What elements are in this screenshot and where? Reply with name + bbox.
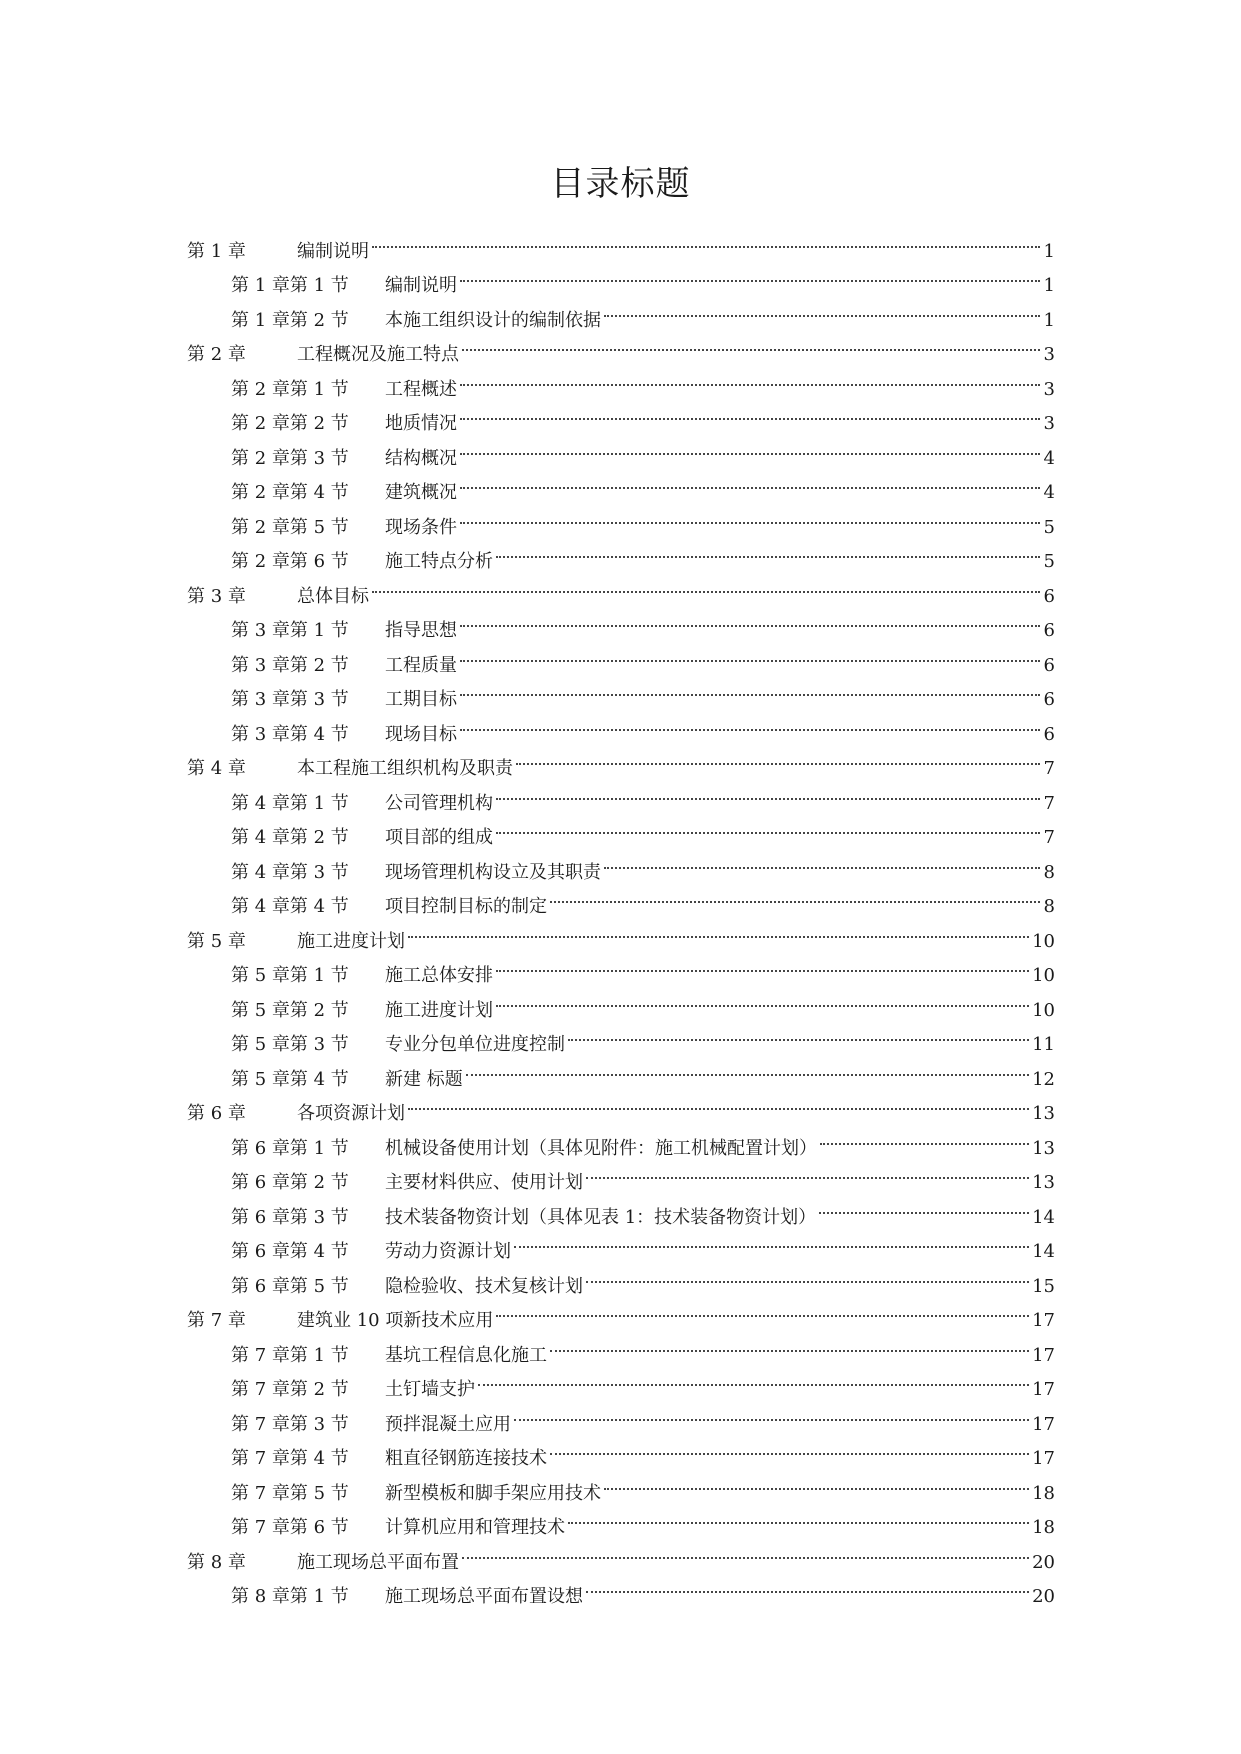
toc-dot-leader (460, 360, 1040, 395)
toc-entry-number: 第 2 章第 5 节 (231, 516, 349, 538)
toc-page-number: 6 (1043, 723, 1055, 745)
toc-entry-number: 第 8 章 (187, 1551, 246, 1573)
toc-entry-number: 第 2 章第 4 节 (231, 482, 349, 503)
toc-dot-leader (496, 533, 1040, 568)
toc-entry-title: 项目控制目标的制定 (385, 896, 547, 917)
toc-entry-title: 现场条件 (385, 516, 457, 538)
toc-page-number: 1 (1043, 240, 1055, 262)
toc-entry-number: 第 2 章第 6 节 (231, 551, 349, 572)
toc-entry-number: 第 4 章第 2 节 (231, 827, 349, 848)
toc-page-number: 10 (1032, 930, 1055, 952)
toc-dot-leader (604, 843, 1040, 878)
toc-page-number: 10 (1032, 999, 1055, 1021)
toc-chapter-entry[interactable] (187, 222, 1055, 262)
toc-entry-title: 结构概况 (385, 447, 457, 469)
toc-entry-title: 隐检验收、技术复核计划 (385, 1275, 583, 1297)
toc-entry-title: 指导思想 (385, 620, 457, 641)
toc-dot-leader (460, 395, 1040, 430)
toc-entry-number: 第 5 章第 1 节 (231, 965, 349, 986)
toc-dot-leader (496, 947, 1029, 982)
toc-entry-title: 基坑工程信息化施工 (385, 1344, 547, 1366)
toc-entry-title: 土钉墙支护 (385, 1379, 475, 1400)
toc-dot-leader (819, 1188, 1029, 1223)
toc-entry-title: 现场管理机构设立及其职责 (385, 861, 601, 883)
toc-entry-title: 工程概述 (385, 378, 457, 400)
toc-page-number: 1 (1043, 309, 1055, 331)
toc-entry-number: 第 7 章第 4 节 (231, 1448, 349, 1469)
toc-dot-leader (372, 567, 1040, 602)
toc-page-number: 3 (1043, 413, 1055, 434)
toc-dot-leader (820, 1119, 1029, 1154)
toc-dot-leader (462, 326, 1040, 361)
toc-dot-leader (496, 1292, 1029, 1327)
toc-entry-number: 第 2 章第 1 节 (231, 378, 349, 400)
toc-page-number: 13 (1032, 1103, 1055, 1124)
toc-entry-number: 第 4 章第 4 节 (231, 896, 349, 917)
toc-entry-title: 工期目标 (385, 689, 457, 710)
toc-entry-title: 工程概况及施工特点 (297, 344, 459, 365)
toc-entry-number: 第 1 章第 1 节 (231, 275, 349, 296)
toc-page-number: 17 (1032, 1413, 1055, 1435)
toc-entry-title: 机械设备使用计划（具体见附件：施工机械配置计划） (385, 1137, 817, 1159)
toc-entry-title: 项目部的组成 (385, 827, 493, 848)
toc-dot-leader (460, 671, 1040, 706)
toc-dot-leader (496, 981, 1029, 1016)
toc-page-number: 6 (1043, 654, 1055, 676)
toc-page-number: 10 (1032, 965, 1055, 986)
toc-dot-leader (586, 1257, 1029, 1292)
toc-entry-title: 施工进度计划 (385, 999, 493, 1021)
toc-entry-title: 计算机应用和管理技术 (385, 1517, 565, 1538)
toc-entry-number: 第 6 章第 2 节 (231, 1172, 349, 1193)
toc-entry-number: 第 5 章第 2 节 (231, 999, 349, 1021)
toc-entry-title: 地质情况 (385, 413, 457, 434)
toc-entry-number: 第 6 章第 3 节 (231, 1206, 349, 1228)
toc-entry-number: 第 7 章第 5 节 (231, 1482, 349, 1504)
toc-entry-number: 第 8 章第 1 节 (231, 1586, 349, 1607)
toc-entry-number: 第 1 章第 2 节 (231, 309, 349, 331)
toc-page-number: 7 (1043, 827, 1055, 848)
toc-dot-leader (550, 1430, 1029, 1465)
toc-page-number: 8 (1043, 896, 1055, 917)
toc-entry-title: 施工总体安排 (385, 965, 493, 986)
toc-page-number: 3 (1043, 378, 1055, 400)
toc-dot-leader (514, 1223, 1029, 1258)
toc-entry-number: 第 7 章第 3 节 (231, 1413, 349, 1435)
toc-dot-leader (604, 291, 1040, 326)
toc-page-number: 17 (1032, 1344, 1055, 1366)
toc-dot-leader (408, 912, 1029, 947)
toc-entry-number: 第 6 章第 1 节 (231, 1137, 349, 1159)
toc-page-number: 14 (1032, 1206, 1055, 1228)
toc-entry-title: 施工现场总平面布置 (297, 1551, 459, 1573)
toc-dot-leader (586, 1568, 1029, 1603)
toc-entry-number: 第 4 章第 3 节 (231, 861, 349, 883)
toc-entry-number: 第 4 章第 1 节 (231, 792, 349, 814)
toc-page-number: 7 (1043, 792, 1055, 814)
toc-dot-leader (460, 602, 1040, 637)
toc-dot-leader (460, 429, 1040, 464)
toc-page-number: 5 (1043, 551, 1055, 572)
toc-entry-title: 总体目标 (297, 585, 369, 607)
toc-dot-leader (514, 1395, 1029, 1430)
toc-entry-number: 第 6 章 (187, 1103, 246, 1124)
toc-entry-title: 施工现场总平面布置设想 (385, 1586, 583, 1607)
toc-page-number: 13 (1032, 1137, 1055, 1159)
toc-page-number: 6 (1043, 689, 1055, 710)
page-title: 目录标题 (550, 164, 691, 204)
toc-entry-number: 第 1 章 (187, 240, 246, 262)
toc-entry-number: 第 3 章第 4 节 (231, 723, 349, 745)
toc-page-number: 20 (1032, 1586, 1055, 1607)
toc-entry-title: 各项资源计划 (297, 1103, 405, 1124)
toc-dot-leader (568, 1016, 1029, 1051)
toc-dot-leader (460, 464, 1040, 499)
toc-dot-leader (460, 257, 1040, 292)
toc-dot-leader (478, 1361, 1029, 1396)
toc-page-number: 5 (1043, 516, 1055, 538)
toc-page-number: 18 (1032, 1482, 1055, 1504)
toc-page-number: 7 (1043, 758, 1055, 779)
toc-entry-title: 劳动力资源计划 (385, 1241, 511, 1262)
toc-entry-title: 公司管理机构 (385, 792, 493, 814)
toc-page-number: 4 (1043, 482, 1055, 503)
toc-dot-leader (496, 774, 1040, 809)
toc-entry-number: 第 3 章第 1 节 (231, 620, 349, 641)
toc-page-number: 18 (1032, 1517, 1055, 1538)
toc-entry-number: 第 4 章 (187, 758, 246, 779)
toc-entry-number: 第 5 章 (187, 930, 246, 952)
toc-page-number: 8 (1043, 861, 1055, 883)
toc-entry-number: 第 2 章 (187, 344, 246, 365)
toc-entry-title: 粗直径钢筋连接技术 (385, 1448, 547, 1469)
toc-dot-leader (604, 1464, 1029, 1499)
toc-entry-title: 施工进度计划 (297, 930, 405, 952)
toc-dot-leader (466, 1050, 1029, 1085)
toc-entry-number: 第 5 章第 4 节 (231, 1068, 349, 1090)
toc-page-number: 20 (1032, 1551, 1055, 1573)
toc-page-number: 15 (1032, 1275, 1055, 1297)
toc-entry-title: 本施工组织设计的编制依据 (385, 309, 601, 331)
toc-entry-number: 第 5 章第 3 节 (231, 1034, 349, 1055)
toc-entry-number: 第 3 章第 3 节 (231, 689, 349, 710)
toc-page-number: 12 (1032, 1068, 1055, 1090)
toc-page-number: 13 (1032, 1172, 1055, 1193)
toc-page-number: 6 (1043, 585, 1055, 607)
toc-page-number: 11 (1032, 1034, 1055, 1055)
toc-entry-number: 第 7 章第 6 节 (231, 1517, 349, 1538)
toc-entry-number: 第 2 章第 2 节 (231, 413, 349, 434)
toc-dot-leader (460, 705, 1040, 740)
toc-dot-leader (586, 1154, 1029, 1189)
toc-entry-title: 新型模板和脚手架应用技术 (385, 1482, 601, 1504)
table-of-contents (187, 222, 1055, 1607)
toc-entry-number: 第 6 章第 5 节 (231, 1275, 349, 1297)
toc-entry-number: 第 3 章第 2 节 (231, 654, 349, 676)
toc-page-number: 6 (1043, 620, 1055, 641)
toc-entry-title: 建筑业 10 项新技术应用 (297, 1310, 494, 1331)
toc-dot-leader (496, 809, 1040, 844)
toc-page-number: 3 (1043, 344, 1055, 365)
toc-entry-number: 第 3 章 (187, 585, 246, 607)
toc-dot-leader (462, 1533, 1029, 1568)
toc-entry-title: 现场目标 (385, 723, 457, 745)
toc-entry-title: 工程质量 (385, 654, 457, 676)
toc-entry-title: 本工程施工组织机构及职责 (297, 758, 513, 779)
toc-entry-number: 第 7 章 (187, 1310, 246, 1331)
toc-dot-leader (568, 1499, 1029, 1534)
toc-entry-number: 第 7 章第 2 节 (231, 1379, 349, 1400)
toc-dot-leader (460, 636, 1040, 671)
toc-entry-title: 技术装备物资计划（具体见表 1：技术装备物资计划） (385, 1206, 817, 1228)
toc-dot-leader (408, 1085, 1029, 1120)
toc-entry-title: 建筑概况 (385, 482, 457, 503)
toc-dot-leader (516, 740, 1040, 775)
toc-page-number: 17 (1032, 1310, 1055, 1331)
toc-page-number: 17 (1032, 1379, 1055, 1400)
toc-dot-leader (550, 878, 1040, 913)
toc-entry-number: 第 2 章第 3 节 (231, 447, 349, 469)
toc-page-number: 17 (1032, 1448, 1055, 1469)
toc-entry-number: 第 6 章第 4 节 (231, 1241, 349, 1262)
toc-page-number: 1 (1043, 275, 1055, 296)
toc-dot-leader (460, 498, 1040, 533)
toc-page-number: 14 (1032, 1241, 1055, 1262)
toc-entry-title: 编制说明 (297, 240, 369, 262)
toc-entry-title: 施工特点分析 (385, 551, 493, 572)
toc-entry-title: 新建 标题 (385, 1068, 463, 1090)
toc-dot-leader (550, 1326, 1029, 1361)
toc-entry-title: 专业分包单位进度控制 (385, 1034, 565, 1055)
toc-dot-leader (372, 222, 1040, 257)
toc-entry-title: 主要材料供应、使用计划 (385, 1172, 583, 1193)
toc-page-number: 4 (1043, 447, 1055, 469)
toc-entry-number: 第 7 章第 1 节 (231, 1344, 349, 1366)
toc-entry-title: 编制说明 (385, 275, 457, 296)
toc-entry-title: 预拌混凝土应用 (385, 1413, 511, 1435)
